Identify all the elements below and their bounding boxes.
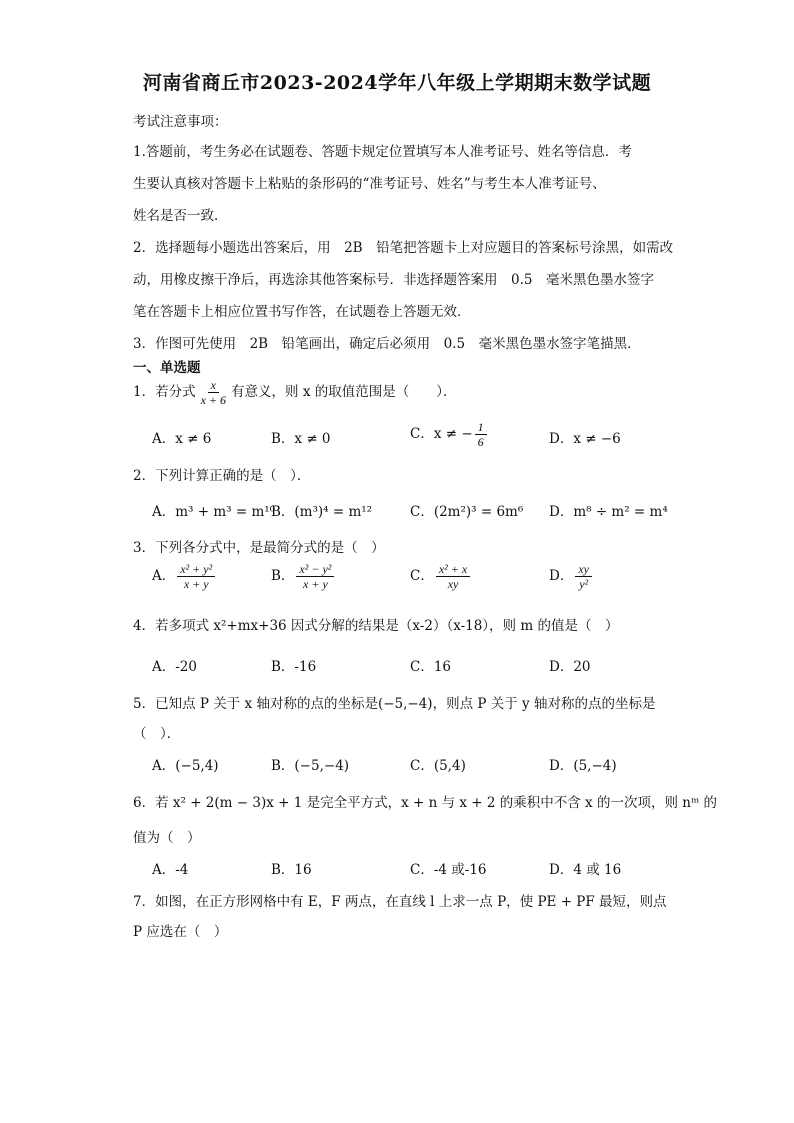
option-c-fraction [475,420,487,449]
question-1-stem [133,378,456,407]
question-5-stem-cont: （ ）． [133,726,181,742]
fraction-denominator: 6 [477,435,484,449]
question-3-option-b [271,562,336,591]
fraction-denominator: x + 6 [200,393,227,407]
fraction-denominator: xy [447,577,459,591]
question-6-option-a: A．-4 [152,862,189,878]
question-7-stem: 7．如图，在正方形网格中有 E，F 两点，在直线 l 上求一点 P，使 PE + PF 最短，则点 [133,894,667,910]
question-2-option-a: A．m³ + m³ = m¹⁰ [152,504,276,520]
option-label: D． [549,568,574,584]
option-fraction [436,562,470,591]
question-4-option-b: B．-16 [271,659,317,675]
question-6-stem-cont: 值为（ ） [133,830,201,846]
fraction-numerator: xy [575,562,592,577]
question-5-option-d: D．(5,−4) [549,758,617,774]
section-heading: 一、单选题 [133,360,201,376]
fraction-denominator: y² [579,577,589,591]
option-fraction [177,562,215,591]
question-1-pre: 1．若分式 [133,384,196,400]
question-4-stem: 4．若多项式 x²+mx+36 因式分解的结果是（x-2）（x-18），则 m 的值是（ ） [133,618,619,634]
question-1-option-b: B．x ≠ 0 [271,431,331,447]
fraction-numerator: x² + x [436,562,470,577]
fraction-denominator: x + y [183,577,209,591]
fraction-denominator: x + y [303,577,328,591]
question-2-option-b: B．(m³)⁴ = m¹² [271,504,373,520]
question-6-option-c: C．-4 或-16 [410,862,487,878]
question-4-option-a: A．-20 [152,659,197,675]
question-5-option-b: B．(−5,−4) [271,758,350,774]
question-1-post: 有意义，则 x 的取值范围是（ ）． [231,384,457,400]
question-6-option-b: B．16 [271,862,312,878]
option-fraction [296,562,334,591]
question-5-option-a: A．(−5,4) [152,758,219,774]
notice-line: 3．作图可先使用 2B 铅笔画出，确定后必须用 0.5 毫米黑色墨水签字笔描黑． [133,336,641,352]
notice-line: 2．选择题每小题选出答案后，用 2B 铅笔把答题卡上对应题目的答案标号涂黑，如需改 [133,240,674,256]
notice-line: 笔在答题卡上相应位置书写作答，在试题卷上答题无效． [133,304,471,320]
question-1-option-d: D．x ≠ −6 [549,431,621,447]
question-1-option-c [410,420,489,449]
question-7-stem-cont: P 应选在（ ） [133,924,228,940]
question-5-option-c: C．(5,4) [410,758,466,774]
notice-line: 姓名是否一致． [133,208,228,224]
question-2-stem: 2．下列计算正确的是（ ）． [133,468,311,484]
question-1-option-a: A．x ≠ 6 [152,431,212,447]
notice-line: 1.答题前，考生务必在试题卷、答题卡规定位置填写本人准考证号、姓名等信息．考 [133,144,632,160]
question-2-option-d: D．m⁸ ÷ m² = m⁴ [549,504,668,520]
question-1-fraction [198,378,229,407]
notice-line: 动，用橡皮擦干净后，再选涂其他答案标号．非选择题答案用 0.5 毫米黑色墨水签字 [133,272,654,288]
question-3-option-c [410,562,472,591]
fraction-numerator: x [208,378,219,393]
question-4-option-d: D．20 [549,659,591,675]
option-label: B． [271,568,295,584]
question-4-option-c: C．16 [410,659,452,675]
question-2-option-c: C．(2m²)³ = 6m⁶ [410,504,524,520]
option-c-text: C．x ≠ − [410,426,473,442]
fraction-numerator: x² − y² [296,562,334,577]
question-3-option-d [549,562,594,591]
question-3-option-a [152,562,217,591]
question-3-stem: 3．下列各分式中，是最简分式的是（ ） [133,540,385,556]
page-title: 河南省商丘市2023-2024学年八年级上学期期末数学试题 [142,72,652,94]
option-label: A． [152,568,176,584]
notice-heading: 考试注意事项： [133,114,228,130]
question-6-option-d: D．4 或 16 [549,862,622,878]
fraction-numerator: 1 [475,420,487,435]
option-label: C． [410,568,434,584]
question-6-stem: 6．若 x² + 2(m − 3)x + 1 是完全平方式，x + n 与 x + 2 的乘积中不含 x 的一次项，则 nᵐ 的 [133,795,718,811]
fraction-numerator: x² + y² [177,562,215,577]
notice-line: 生要认真核对答题卡上粘贴的条形码的“准考证号、姓名”与考生本人准考证号、 [133,176,606,192]
option-fraction [575,562,592,591]
question-5-stem: 5．已知点 P 关于 x 轴对称的点的坐标是(−5,−4)，则点 P 关于 y 轴对称的点的坐标是 [133,696,656,712]
